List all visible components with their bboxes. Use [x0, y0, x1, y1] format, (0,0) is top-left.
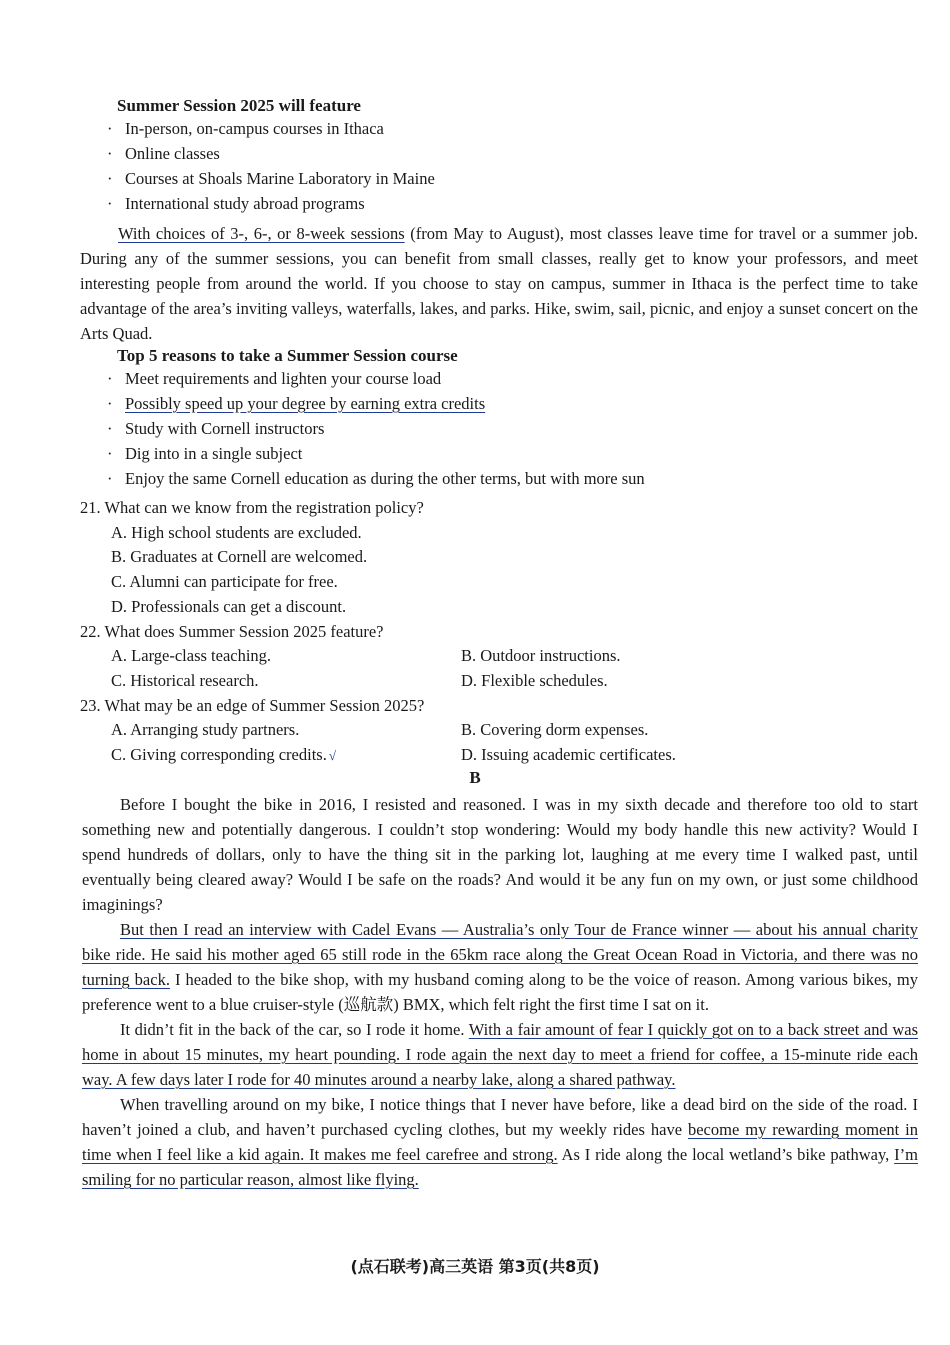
underlined-phrase: become my rewarding moment in time when I feel like a kid again. It makes me feel carefree and strong. [82, 1120, 918, 1164]
questions-section [80, 496, 918, 769]
passage-b-paragraph-1: Before I bought the bike in 2016, I resisted and reasoned. I was in my sixth decade and therefore too old to start something new and potentially dangerous. I couldn’t stop wondering: Would my body handle this new activity? Would I spend hundreds of dollars, only to have the thing sit in the parking lot, laughing at me every time I walked past, until eventually being cleared away? Would I be safe on the roads? And would it be any fun on my own, or just some childhood imaginings? [82, 795, 918, 914]
reason-item: Possibly speed up your degree by earning extra credits [125, 394, 486, 413]
paragraph-text: (from May to August), most classes leave time for travel or a summer job. During any of the summer sessions, you can benefit from small classes, really get to know your professors, and meet interesting people from around the world. If you choose to stay on campus, summer in Ithaca is the perfect time to take advantage of the area’s inviting valleys, waterfalls, lakes, and parks. Hike, swim, sail, picnic, and enjoy a sunset concert on the Arts Quad. [80, 224, 918, 343]
question-23-option-d: D. Issuing academic certificates. [461, 745, 676, 765]
underlined-phrase: But then I read an interview with Cadel Evans — Australia’s only Tour de France winner — about his annual charity bike ride. He said his mother aged 65 still rode in the 65km race along the Great Ocean Road in Victoria, and there was no turning back. [82, 920, 918, 989]
feature-section [80, 96, 918, 216]
paragraph-text: When travelling around on my bike, I notice things that I never have before, like a dead bird on the side of the road. I haven’t joined a club, and haven’t purchased cycling clothes, but my weekly rides have [82, 1095, 918, 1139]
question-21-option-b: B. Graduates at Cornell are welcomed. [111, 547, 368, 567]
reasons-heading: Top 5 reasons to take a Summer Session course [117, 346, 458, 365]
passage-b-paragraph-4 [82, 1092, 918, 1192]
feature-item: · Courses at Shoals Marine Laboratory in Maine [80, 166, 918, 191]
paragraph-text: It didn’t fit in the back of the car, so I rode it home. [120, 1020, 469, 1039]
section-b-letter: B [469, 768, 481, 787]
question-22-option-c: C. Historical research. [111, 670, 259, 690]
question-21-option-c: C. Alumni can participate for free. [111, 572, 338, 592]
underlined-phrase: With a fair amount of fear I quickly got on to a back street and was home in about 15 minutes, my heart pounding. I rode again the next day to meet a friend for coffee, a 15-minute ride each way. A few days later I rode for 40 minutes around a nearby lake, along a shared pathway. [82, 1020, 918, 1089]
paragraph-text: As I ride along the local wetland’s bike pathway, [557, 1145, 895, 1164]
passage-b-paragraph-2 [82, 917, 918, 1017]
question-22-options-row-1 [80, 644, 918, 669]
question-22-option-d: D. Flexible schedules. [461, 670, 608, 690]
feature-item: · In-person, on-campus courses in Ithaca [80, 116, 918, 141]
passage-b-paragraph-3 [82, 1017, 918, 1092]
reasons-section [80, 346, 918, 491]
reason-item: · Meet requirements and lighten your course load [80, 366, 918, 391]
question-22-option-a: A. Large-class teaching. [111, 646, 272, 666]
reason-item: · Study with Cornell instructors [80, 416, 918, 441]
question-23-option-a: A. Arranging study partners. [111, 720, 300, 740]
question-23-option-c: C. Giving corresponding credits. [111, 745, 327, 765]
question-23-option-b: B. Covering dorm expenses. [461, 720, 649, 740]
page-footer: (点石联考)高三英语 第3页(共8页) [350, 1257, 600, 1276]
reason-item: · Enjoy the same Cornell education as during the other terms, but with more sun [80, 466, 918, 491]
underlined-phrase: With choices of 3-, 6-, or 8-week sessions [118, 224, 405, 243]
passage-a-paragraph [80, 221, 918, 346]
question-22-stem: 22. What does Summer Session 2025 feature? [80, 621, 384, 641]
question-23-stem: 23. What may be an edge of Summer Session 2025? [80, 695, 425, 715]
question-21-option-a: A. High school students are excluded. [111, 522, 362, 542]
passage-b [82, 792, 918, 1192]
feature-item: · International study abroad programs [80, 191, 918, 216]
feature-heading: Summer Session 2025 will feature [117, 96, 361, 115]
check-mark-icon: √ [328, 748, 336, 764]
question-23-options-row-2 [80, 743, 918, 769]
question-23-options-row-1 [80, 718, 918, 743]
question-21-option-d: D. Professionals can get a discount. [111, 596, 347, 616]
underlined-phrase: I’m smiling for no particular reason, almost like flying. [82, 1145, 918, 1189]
question-22-option-b: B. Outdoor instructions. [461, 646, 621, 666]
question-22-options-row-2 [80, 669, 918, 694]
feature-item: · Online classes [80, 141, 918, 166]
question-21-stem: 21. What can we know from the registration policy? [80, 498, 424, 517]
reason-item: · Dig into in a single subject [80, 441, 918, 466]
paragraph-text: I headed to the bike shop, with my husband coming along to be the voice of reason. Among various bikes, my preference went to a blue cruiser-style (巡航款) BMX, which felt right the first time I sat on it. [82, 970, 919, 1014]
